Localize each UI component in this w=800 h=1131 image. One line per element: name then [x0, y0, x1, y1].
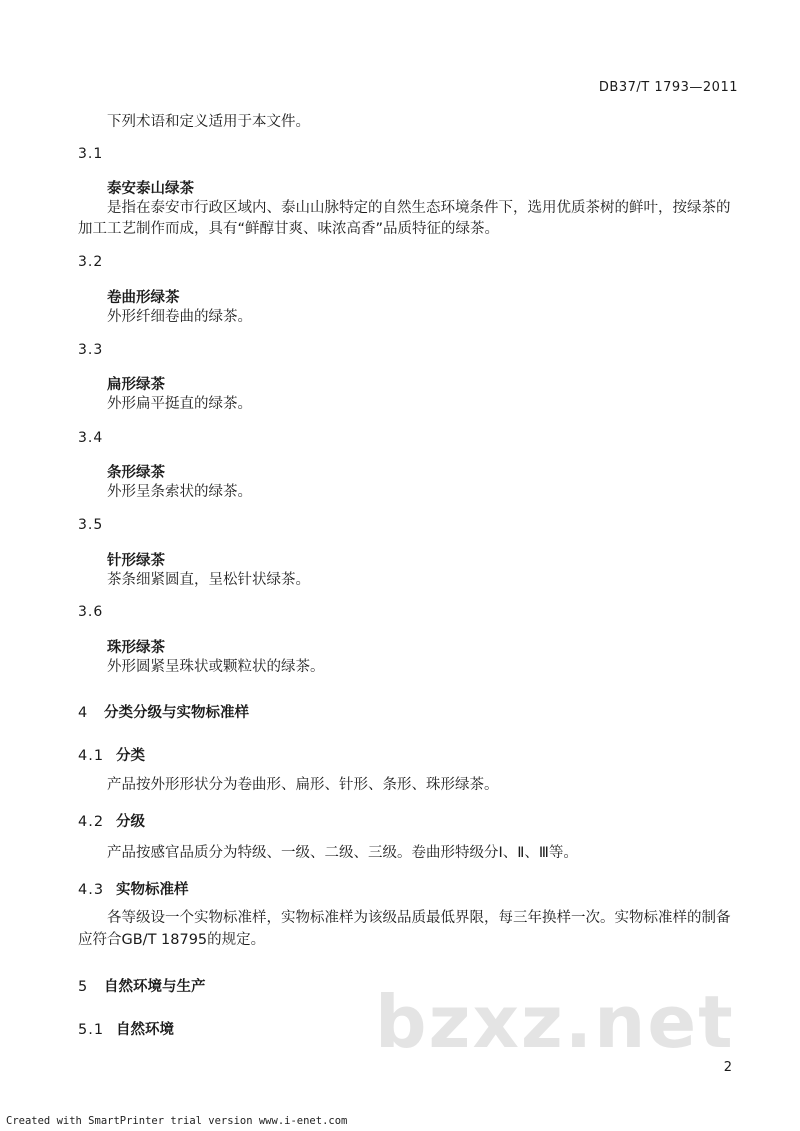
term-definition: 外形呈条索状的绿茶。 [107, 484, 252, 500]
section-heading [78, 701, 249, 722]
subsection-heading [78, 744, 145, 765]
subsection-title: 自然环境 [116, 1022, 174, 1038]
subsection-title: 分级 [116, 814, 145, 830]
subsection-number: 5.1 [78, 1022, 105, 1038]
term-title: 扁形绿茶 [107, 377, 165, 393]
term-title: 条形绿茶 [107, 465, 165, 481]
clause-number: 3.1 [78, 146, 104, 162]
term-definition: 外形扁平挺直的绿茶。 [107, 396, 252, 412]
term-definition: 外形圆紧呈珠状或颗粒状的绿茶。 [107, 659, 325, 675]
footer-note: Created with SmartPrinter trial version www.i-enet.com [6, 1115, 348, 1127]
subsection-heading [78, 1018, 174, 1039]
term-definition: 外形纤细卷曲的绿茶。 [107, 309, 252, 325]
section-number: 4 [78, 705, 88, 721]
subsection-text: 产品按感官品质分为特级、一级、二级、三级。卷曲形特级分Ⅰ、Ⅱ、Ⅲ等。 [107, 845, 578, 861]
clause-number: 3.3 [78, 342, 104, 358]
term-definition: 茶条细紧圆直，呈松针状绿茶。 [107, 572, 310, 588]
term-title: 珠形绿茶 [107, 640, 165, 656]
term-title: 针形绿茶 [107, 553, 165, 569]
subsection-title: 分类 [116, 748, 145, 764]
subsection-text: 产品按外形形状分为卷曲形、扁形、针形、条形、珠形绿茶。 [107, 777, 499, 793]
clause-number: 3.2 [78, 254, 104, 270]
section-number: 5 [78, 979, 88, 995]
term-definition-cont: 加工工艺制作而成，具有“鲜醇甘爽、味浓高香”品质特征的绿茶。 [78, 221, 500, 237]
subsection-number: 4.1 [78, 748, 105, 764]
subsection-title: 实物标准样 [116, 882, 189, 898]
subsection-number: 4.2 [78, 814, 105, 830]
subsection-number: 4.3 [78, 882, 105, 898]
term-title: 泰安泰山绿茶 [107, 181, 194, 197]
watermark: bzxz.net [375, 980, 735, 1064]
clause-number: 3.5 [78, 517, 104, 533]
term-definition: 是指在泰安市行政区域内、泰山山脉特定的自然生态环境条件下，选用优质茶树的鲜叶，按绿茶的 [107, 200, 731, 216]
clause-number: 3.6 [78, 604, 104, 620]
page-number: 2 [723, 1060, 732, 1075]
standard-number: DB37/T 1793—2011 [598, 80, 738, 95]
section-title: 自然环境与生产 [104, 979, 206, 995]
intro-text: 下列术语和定义适用于本文件。 [107, 114, 310, 130]
clause-number: 3.4 [78, 430, 104, 446]
section-heading [78, 975, 206, 996]
term-title: 卷曲形绿茶 [107, 290, 180, 306]
subsection-text: 各等级设一个实物标准样，实物标准样为该级品质最低界限，每三年换样一次。实物标准样的制备 [107, 910, 731, 926]
subsection-heading [78, 810, 145, 831]
section-title: 分类分级与实物标准样 [104, 705, 249, 721]
subsection-heading [78, 878, 189, 899]
subsection-text-cont: 应符合GB/T 18795的规定。 [78, 932, 266, 948]
